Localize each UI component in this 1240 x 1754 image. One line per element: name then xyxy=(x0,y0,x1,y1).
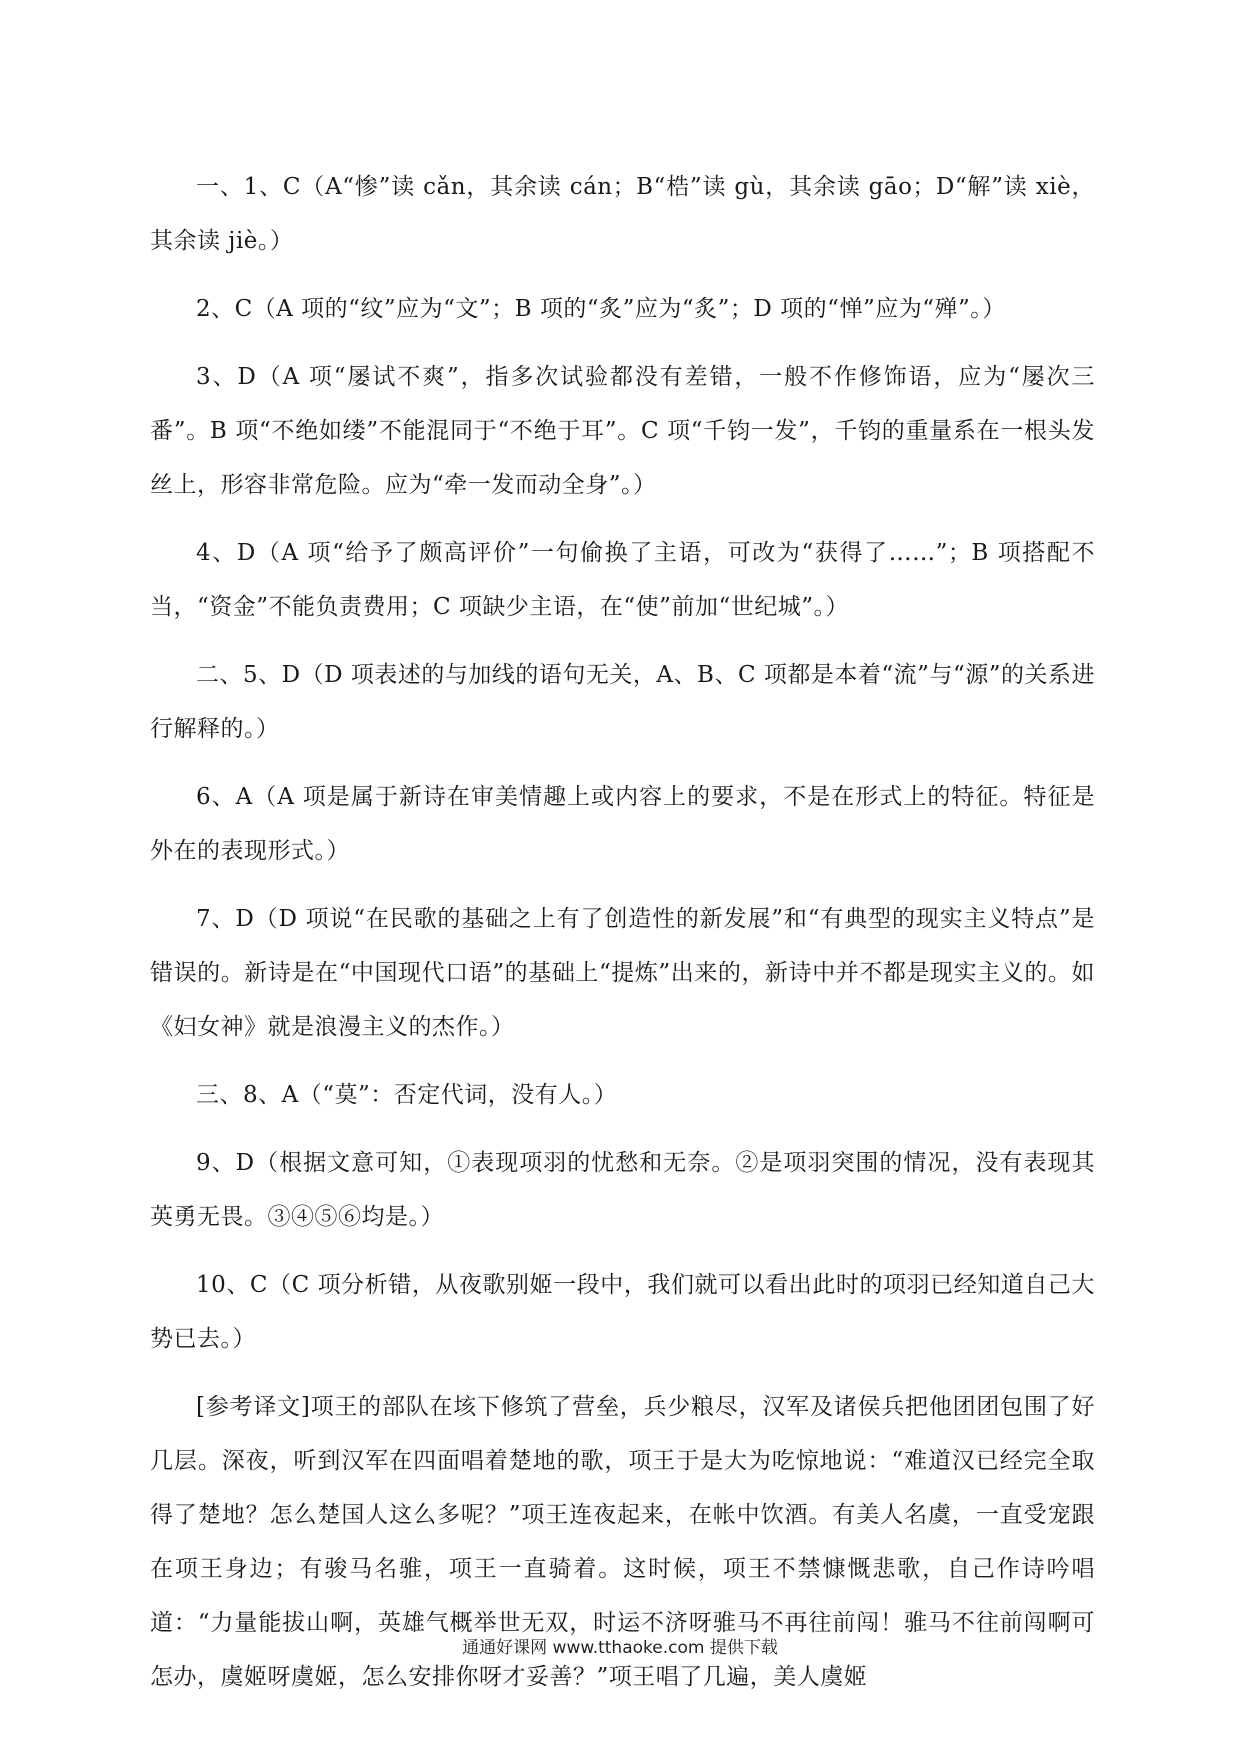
answer-section xyxy=(150,160,1095,1718)
answer-1: 一、1、C（A“惨”读 cǎn，其余读 cán；B“梏”读 gù，其余读 gāo；D“解”读 xiè，其余读 jiè。） xyxy=(150,174,1096,254)
answer-9: 9、D（根据文意可知，①表现项羽的忧愁和无奈。②是项羽突围的情况，没有表现其英勇无畏。③④⑤⑥均是。） xyxy=(150,1150,1095,1230)
answer-4: 4、D（A 项“给予了颇高评价”一句偷换了主语，可改为“获得了……”；B 项搭配不当，“资金”不能负责费用；C 项缺少主语，在“使”前加“世纪城”。） xyxy=(150,540,1095,620)
answer-8: 三、8、A（“莫”：否定代词，没有人。） xyxy=(196,1082,618,1108)
reference-translation: [参考译文]项王的部队在垓下修筑了营垒，兵少粮尽，汉军及诸侯兵把他团团包围了好几层。深夜，听到汉军在四面唱着楚地的歌，项王于是大为吃惊地说：“难道汉已经完全取得了楚地？怎么楚国人这么多呢？”项王连夜起来，在帐中饮酒。有美人名虞，一直受宠跟在项王身边；有骏马名骓，项王一直骑着。这时候，项王不禁慷慨悲歌，自己作诗吟唱道：“力量能拔山啊，英雄气概举世无双，时运不济呀骓马不再往前闯！骓马不往前闯啊可怎办，虞姬呀虞姬，怎么安排你呀才妥善？”项王唱了几遍，美人虞姬 xyxy=(150,1394,1095,1690)
answer-10: 10、C（C 项分析错，从夜歌别姬一段中，我们就可以看出此时的项羽已经知道自己大势已去。） xyxy=(150,1272,1095,1352)
answer-6: 6、A（A 项是属于新诗在审美情趣上或内容上的要求，不是在形式上的特征。特征是外在的表现形式。） xyxy=(150,784,1095,864)
page-footer: 通通好课网 www.tthaoke.com 提供下载 xyxy=(462,1638,778,1658)
answer-7: 7、D（D 项说“在民歌的基础之上有了创造性的新发展”和“有典型的现实主义特点”是错误的。新诗是在“中国现代口语”的基础上“提炼”出来的，新诗中并不都是现实主义的。如《妇女神》就是浪漫主义的杰作。） xyxy=(150,906,1095,1040)
answer-3: 3、D（A 项“屡试不爽”，指多次试验都没有差错，一般不作修饰语，应为“屡次三番”。B 项“不绝如缕”不能混同于“不绝于耳”。C 项“千钧一发”，千钧的重量系在一根头发丝上，形容非常危险。应为“牵一发而动全身”。） xyxy=(150,364,1095,498)
answer-2: 2、C（A 项的“纹”应为“文”；B 项的“炙”应为“炙”；D 项的“惮”应为“殚”。） xyxy=(196,296,1006,322)
answer-5: 二、5、D（D 项表述的与加线的语句无关，A、B、C 项都是本着“流”与“源”的关系进行解释的。） xyxy=(150,662,1095,742)
